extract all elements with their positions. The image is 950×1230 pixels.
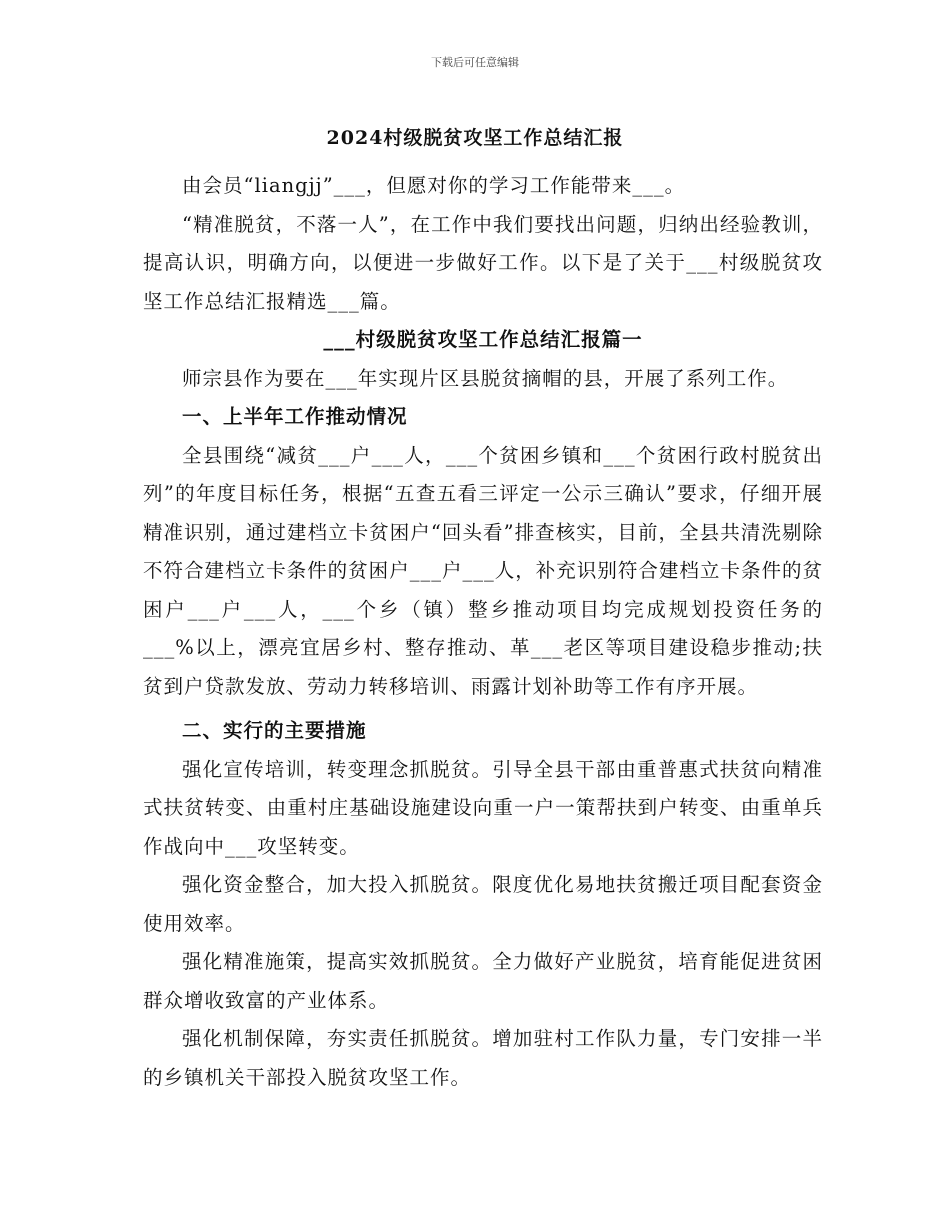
section-paragraph: 强化宣传培训，转变理念抓脱贫。引导全县干部由重普惠式扶贫向精准式扶贫转变、由重村庄基础设施建设向重一户一策帮扶到户转变、由重单兵作战向中___攻坚转变。 bbox=[143, 757, 823, 858]
intro-paragraph: “精准脱贫，不落一人”，在工作中我们要找出问题，归纳出经验教训，提高认识，明确方向，以便进一步做好工作。以下是了关于___村级脱贫攻坚工作总结汇报精选___篇。 bbox=[143, 212, 823, 313]
section-paragraph: 全县围绕“减贫___户___人，___个贫困乡镇和___个贫困行政村脱贫出列”的年度目标任务，根据“五查五看三评定一公示三确认”要求，仔细开展精准识别，通过建档立卡贫困户“回头看”排查核实，目前，全县共清洗剔除不符合建档立卡条件的贫困户___户___人，补充识别符合建档立卡条件的贫困户___户___人，___个乡（镇）整乡推动项目均完成规划投资任务的___%以上，漂亮宜居乡村、整存推动、革___老区等项目建设稳步推动;扶贫到户贷款发放、劳动力转移培训、雨露计划补助等工作有序开展。 bbox=[143, 443, 823, 698]
section-paragraph: 强化机制保障，夯实责任抓脱贫。增加驻村工作队力量，专门安排一半的乡镇机关干部投入脱贫攻坚工作。 bbox=[143, 1027, 823, 1089]
section-heading: 二、实行的主要措施 bbox=[182, 719, 367, 742]
article-subtitle: ___村级脱贫攻坚工作总结汇报篇一 bbox=[323, 328, 643, 351]
intro-paragraph: 由会员“liangjj”___，但愿对你的学习工作能带来___。 bbox=[182, 174, 686, 197]
header-note: 下载后可任意编辑 bbox=[431, 56, 519, 69]
opening-paragraph: 师宗县作为要在___年实现片区县脱贫摘帽的县，开展了系列工作。 bbox=[182, 366, 789, 390]
section-paragraph: 强化精准施策，提高实效抓脱贫。全力做好产业脱贫，培育能促进贫困群众增收致富的产业体系。 bbox=[143, 950, 823, 1012]
document-title: 2024村级脱贫攻坚工作总结汇报 bbox=[326, 127, 624, 149]
section-paragraph: 强化资金整合，加大投入抓脱贫。限度优化易地扶贫搬迁项目配套资金使用效率。 bbox=[143, 873, 823, 935]
document-body bbox=[143, 167, 823, 1097]
section-heading: 一、上半年工作推动情况 bbox=[182, 405, 408, 428]
